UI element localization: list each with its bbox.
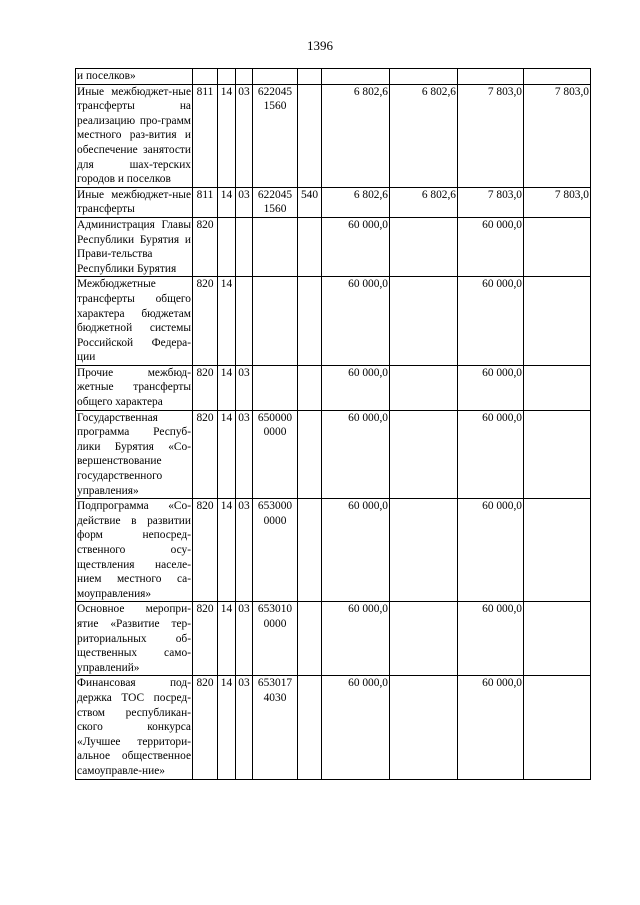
expense-type-code	[298, 676, 322, 779]
grbs-code: 820	[193, 277, 218, 366]
table-row	[76, 365, 591, 410]
amount-3: 60 000,0	[458, 217, 524, 276]
expense-type-code	[298, 499, 322, 602]
grbs-code: 811	[193, 84, 218, 187]
amount-1	[322, 69, 390, 85]
subsection-code: 03	[236, 84, 253, 187]
table-row	[76, 277, 591, 366]
section-code: 14	[218, 84, 236, 187]
section-code	[218, 217, 236, 276]
amount-3: 60 000,0	[458, 277, 524, 366]
subsection-code: 03	[236, 602, 253, 676]
expense-type-code	[298, 217, 322, 276]
subsection-code: 03	[236, 499, 253, 602]
amount-2	[390, 365, 458, 410]
section-code: 14	[218, 187, 236, 217]
amount-4: 7 803,0	[524, 84, 591, 187]
section-code	[218, 69, 236, 85]
subsection-code	[236, 217, 253, 276]
subsection-code: 03	[236, 365, 253, 410]
budget-table	[75, 68, 591, 780]
expense-type-code	[298, 602, 322, 676]
amount-4	[524, 365, 591, 410]
row-name: Межбюджетные трансферты общего характера бюджетам бюджетной системы Российской Федера-ции	[76, 277, 193, 366]
subsection-code	[236, 69, 253, 85]
amount-4	[524, 277, 591, 366]
amount-3: 60 000,0	[458, 602, 524, 676]
table-row	[76, 499, 591, 602]
row-name: Основное меропри-ятие «Развитие тер-риториальных об-щественных само-управлений»	[76, 602, 193, 676]
amount-2	[390, 676, 458, 779]
subsection-code: 03	[236, 410, 253, 499]
grbs-code: 820	[193, 365, 218, 410]
amount-3: 60 000,0	[458, 499, 524, 602]
amount-1: 60 000,0	[322, 277, 390, 366]
section-code: 14	[218, 676, 236, 779]
row-name: Иные межбюджет-ные трансферты	[76, 187, 193, 217]
amount-1: 6 802,6	[322, 187, 390, 217]
amount-4	[524, 499, 591, 602]
amount-1: 60 000,0	[322, 217, 390, 276]
amount-4	[524, 217, 591, 276]
row-name: Иные межбюджет-ные трансферты на реализацию про-грамм местного раз-вития и обеспечение занятости для шах-терских городов и поселков	[76, 84, 193, 187]
grbs-code	[193, 69, 218, 85]
page-number: 1396	[307, 38, 333, 53]
amount-1: 60 000,0	[322, 365, 390, 410]
table-row	[76, 410, 591, 499]
table-row	[76, 84, 591, 187]
target-article-code: 650000 0000	[253, 410, 298, 499]
amount-2: 6 802,6	[390, 187, 458, 217]
row-name: Финансовая под-держка ТОС посред-ством республикан-ского конкурса «Лучшее территори-альное общественное самоуправле-ние»	[76, 676, 193, 779]
row-name: Администрация Главы Республики Бурятия и Прави-тельства Республики Бурятия	[76, 217, 193, 276]
table-row	[76, 676, 591, 779]
subsection-code	[236, 277, 253, 366]
section-code: 14	[218, 365, 236, 410]
amount-4	[524, 676, 591, 779]
expense-type-code	[298, 410, 322, 499]
grbs-code: 820	[193, 602, 218, 676]
target-article-code	[253, 217, 298, 276]
grbs-code: 811	[193, 187, 218, 217]
row-name: и поселков»	[76, 69, 193, 85]
amount-2	[390, 410, 458, 499]
amount-3: 60 000,0	[458, 410, 524, 499]
target-article-code: 653010 0000	[253, 602, 298, 676]
amount-3: 7 803,0	[458, 84, 524, 187]
expense-type-code	[298, 69, 322, 85]
section-code: 14	[218, 602, 236, 676]
grbs-code: 820	[193, 676, 218, 779]
amount-4	[524, 410, 591, 499]
target-article-code: 622045 1560	[253, 187, 298, 217]
grbs-code: 820	[193, 410, 218, 499]
table-row	[76, 69, 591, 85]
target-article-code	[253, 69, 298, 85]
table-row	[76, 217, 591, 276]
target-article-code: 653017 4030	[253, 676, 298, 779]
amount-4	[524, 602, 591, 676]
amount-3: 60 000,0	[458, 365, 524, 410]
row-name: Подпрограмма «Со-действие в развитии форм непосред-ственного осу-ществления населе-нием местного са-моуправления»	[76, 499, 193, 602]
table-row	[76, 187, 591, 217]
expense-type-code	[298, 277, 322, 366]
amount-1: 60 000,0	[322, 676, 390, 779]
grbs-code: 820	[193, 499, 218, 602]
section-code: 14	[218, 499, 236, 602]
target-article-code	[253, 277, 298, 366]
amount-1: 6 802,6	[322, 84, 390, 187]
expense-type-code	[298, 84, 322, 187]
grbs-code: 820	[193, 217, 218, 276]
amount-2	[390, 277, 458, 366]
subsection-code: 03	[236, 676, 253, 779]
amount-4: 7 803,0	[524, 187, 591, 217]
row-name: Государственная программа Респуб-лики Бурятия «Со-вершенствование государственного управления»	[76, 410, 193, 499]
amount-2	[390, 602, 458, 676]
amount-4	[524, 69, 591, 85]
section-code: 14	[218, 277, 236, 366]
expense-type-code	[298, 365, 322, 410]
target-article-code: 622045 1560	[253, 84, 298, 187]
amount-3: 7 803,0	[458, 187, 524, 217]
amount-1: 60 000,0	[322, 410, 390, 499]
amount-3	[458, 69, 524, 85]
target-article-code: 653000 0000	[253, 499, 298, 602]
expense-type-code: 540	[298, 187, 322, 217]
subsection-code: 03	[236, 187, 253, 217]
row-name: Прочие межбюд-жетные трансферты общего характера	[76, 365, 193, 410]
amount-2	[390, 217, 458, 276]
table-row	[76, 602, 591, 676]
amount-2: 6 802,6	[390, 84, 458, 187]
amount-2	[390, 69, 458, 85]
section-code: 14	[218, 410, 236, 499]
amount-1: 60 000,0	[322, 499, 390, 602]
amount-1: 60 000,0	[322, 602, 390, 676]
amount-2	[390, 499, 458, 602]
amount-3: 60 000,0	[458, 676, 524, 779]
target-article-code	[253, 365, 298, 410]
